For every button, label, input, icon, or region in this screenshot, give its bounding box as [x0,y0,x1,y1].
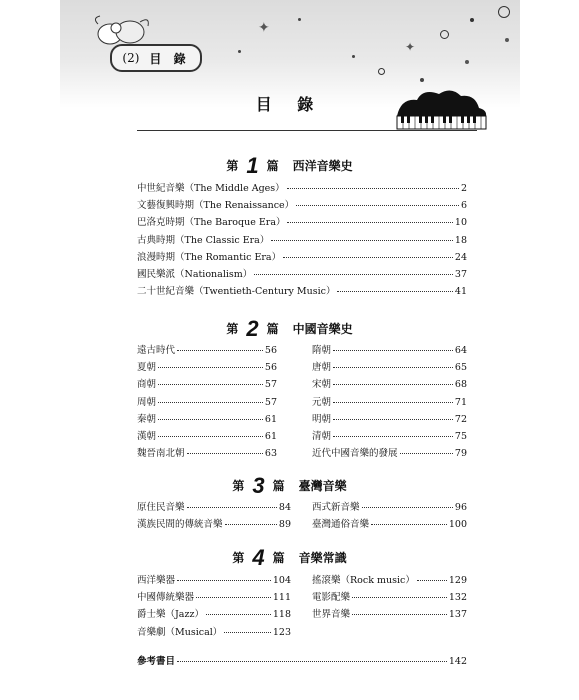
part-suffix: 篇 [266,159,279,173]
part-3-heading [0,470,579,496]
toc-entry[interactable] [137,606,291,620]
dot-leader [196,597,271,598]
piano-icon [395,88,488,130]
dot-leader [225,524,277,525]
entry-title: 近代中國音樂的發展 [312,448,398,460]
toc-entry[interactable] [137,624,291,638]
dot-leader [400,453,453,454]
part-number: 3 [252,473,265,498]
entry-title: 周朝 [137,396,157,408]
entry-title: 世界音樂 [312,609,351,621]
dot-leader [287,188,459,189]
entry-title: 參考書目 [137,656,176,667]
dot-leader [333,436,453,437]
toc-entry[interactable] [312,572,467,586]
entry-page: 129 [448,575,467,586]
part-number: 4 [252,545,265,570]
entry-page: 56 [264,345,277,356]
entry-page: 24 [454,251,467,263]
dot-leader [333,402,453,403]
toc-entry[interactable] [312,516,467,530]
toc-entry[interactable] [137,197,467,211]
dot-leader [158,402,263,403]
part-prefix: 第 [232,479,245,493]
dot-leader [371,524,447,525]
dot-leader [333,350,453,351]
toc-entry[interactable] [137,516,291,530]
toc-entry[interactable] [137,359,277,373]
toc-entry[interactable] [137,499,291,513]
section-tab-number: (2) [122,51,140,65]
references-entry[interactable] [137,653,467,667]
toc-entry[interactable] [137,589,291,603]
entry-title: 西洋樂器 [137,575,176,586]
dot-leader [417,580,447,581]
entry-page: 68 [454,379,467,391]
part-1-heading [0,150,579,176]
section-tab-label: 目 錄 [149,51,190,66]
entry-page: 6 [460,200,467,212]
entry-title: 文藝復興時期（The Renaissance） [137,200,295,212]
dot-leader [187,453,263,454]
entry-page: 61 [264,431,277,442]
dot-leader [296,205,459,206]
toc-entry[interactable] [137,232,467,246]
entry-title: 巴洛克時期（The Baroque Era） [137,217,286,229]
entry-page: 104 [272,575,291,586]
toc-entry[interactable] [312,359,467,373]
entry-page: 100 [448,519,467,531]
entry-page: 75 [454,431,467,442]
toc-entry[interactable] [137,180,467,194]
entry-page: 65 [454,362,467,374]
toc-entry[interactable] [312,394,467,408]
sparkle-icon: ✦ [258,20,270,36]
section-tab [110,44,202,72]
toc-entry[interactable] [137,342,277,356]
part-suffix: 篇 [272,479,285,493]
dot-leader [254,274,453,275]
entry-page: 64 [454,345,467,356]
part-prefix: 第 [226,322,239,336]
dot-leader [352,597,447,598]
page-title: 目 錄 [255,95,324,114]
entry-title: 爵士樂（Jazz） [137,609,204,621]
entry-page: 111 [272,592,291,604]
entry-title: 音樂劇（Musical） [137,626,223,638]
toc-entry[interactable] [137,266,467,280]
entry-title: 中國傳統樂器 [137,592,195,604]
dot-leader [352,614,447,615]
entry-title: 古典時期（The Classic Era） [137,234,270,246]
part-title: 西洋音樂史 [292,159,353,173]
part-prefix: 第 [232,551,245,565]
entry-page: 57 [264,396,277,408]
entry-title: 清朝 [312,431,332,442]
dot-leader [333,384,453,385]
entry-page: 2 [460,183,467,194]
entry-page: 41 [454,286,467,298]
entry-title: 夏朝 [137,362,157,374]
toc-entry[interactable] [137,283,467,297]
entry-title: 秦朝 [137,413,157,425]
toc-entry[interactable] [137,411,277,425]
toc-entry[interactable] [312,342,467,356]
entry-page: 142 [448,656,467,667]
entry-title: 元朝 [312,396,332,408]
dot-leader [177,350,263,351]
dot-leader [333,419,453,420]
toc-entry[interactable] [312,589,467,603]
entry-title: 遠古時代 [137,345,176,356]
dot-leader [224,632,271,633]
entry-page: 18 [454,234,467,246]
entry-page: 132 [448,592,467,604]
dot-leader [287,222,452,223]
entry-page: 61 [264,413,277,425]
part-suffix: 篇 [266,322,279,336]
entry-page: 56 [264,362,277,374]
entry-title: 魏晉南北朝 [137,448,185,460]
entry-page: 10 [454,217,467,229]
toc-entry[interactable] [137,249,467,263]
entry-page: 96 [454,502,467,513]
entry-title: 唐朝 [312,362,332,374]
entry-title: 原住民音樂 [137,502,185,513]
entry-title: 浪漫時期（The Romantic Era） [137,251,282,263]
dot-leader [283,257,453,258]
entry-title: 電影配樂 [312,592,351,604]
entry-page: 118 [272,609,291,621]
part-number: 2 [246,316,259,341]
entry-page: 79 [454,448,467,460]
entry-page: 137 [448,609,467,621]
dot-leader [158,384,263,385]
part-number: 1 [246,153,259,178]
dot-leader [337,291,452,292]
entry-page: 84 [278,502,291,513]
toc-entry[interactable] [137,376,277,390]
sparkle-icon: ✦ [405,40,416,54]
entry-title: 搖滾樂（Rock music） [312,575,415,586]
part-2-heading [0,313,579,339]
dot-leader [333,367,453,368]
entry-title: 明朝 [312,413,332,425]
part-prefix: 第 [226,159,239,173]
toc-entry[interactable] [137,572,291,586]
part-4-heading [0,542,579,568]
entry-page: 63 [264,448,277,460]
dot-leader [177,661,447,662]
entry-title: 商朝 [137,379,157,391]
part-suffix: 篇 [272,551,285,565]
entry-page: 123 [272,626,291,638]
dot-leader [158,367,263,368]
part-title: 音樂常識 [298,551,347,565]
toc-entry[interactable] [312,606,467,620]
toc-entry[interactable] [137,428,277,442]
entry-title: 隋朝 [312,345,332,356]
entry-page: 57 [264,379,277,391]
entry-title: 二十世紀音樂（Twentieth-Century Music） [137,286,336,298]
dot-leader [187,507,277,508]
entry-page: 71 [454,396,467,408]
toc-entry[interactable] [137,394,277,408]
entry-title: 宋朝 [312,379,332,391]
toc-entry[interactable] [137,214,467,228]
cupid-figure-icon [88,14,158,48]
entry-page: 37 [454,269,467,280]
entry-title: 臺灣通俗音樂 [312,519,370,531]
dot-leader [206,614,271,615]
entry-page: 89 [278,519,291,531]
entry-title: 中世紀音樂（The Middle Ages） [137,183,285,194]
toc-entry[interactable] [312,376,467,390]
toc-entry[interactable] [312,428,467,442]
dot-leader [362,507,453,508]
dot-leader [158,419,263,420]
entry-title: 漢族民間的傳統音樂 [137,519,223,531]
entry-title: 國民樂派（Nationalism） [137,269,253,280]
title-rule [137,130,477,131]
entry-title: 西式新音樂 [312,502,360,513]
part-title: 中國音樂史 [292,322,353,336]
dot-leader [177,580,271,581]
entry-title: 漢朝 [137,431,157,442]
entry-page: 72 [454,413,467,425]
toc-entry[interactable] [137,445,277,459]
dot-leader [271,240,453,241]
toc-entry[interactable] [312,499,467,513]
part-title: 臺灣音樂 [298,479,347,493]
toc-entry[interactable] [312,445,467,459]
toc-entry[interactable] [312,411,467,425]
dot-leader [158,436,263,437]
